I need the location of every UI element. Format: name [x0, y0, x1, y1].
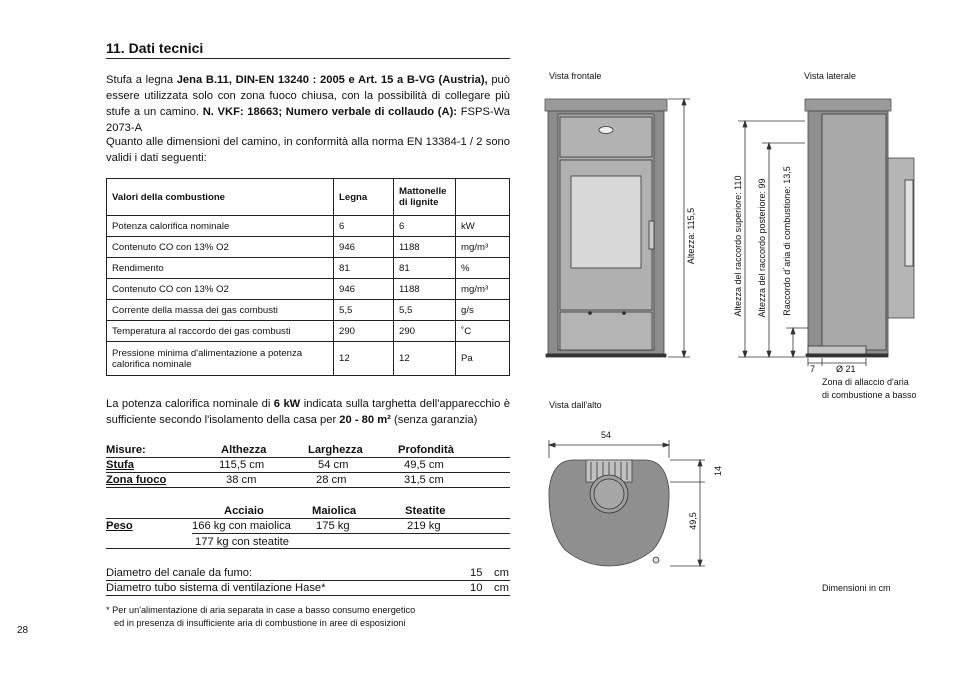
section-title: 11. Dati tecnici [106, 40, 204, 56]
weight-value: 175 kg [316, 520, 350, 532]
dim-54-label: 54 [601, 430, 612, 440]
table-header-cell: Valori della combustione [107, 179, 334, 216]
rear-connection-label: Altezza del raccordo posteriore: 99 [757, 178, 767, 318]
table-cell: ˚C [456, 321, 510, 342]
side-view-title: Vista laterale [804, 71, 856, 81]
upper-connection-label: Altezza del raccordo superiore: 110 [733, 175, 743, 317]
table-cell: 5,5 [394, 300, 456, 321]
front-view-title: Vista frontale [549, 71, 602, 81]
table-cell: 946 [334, 279, 394, 300]
table-cell: kW [456, 216, 510, 237]
diameter-label: Diametro tubo sistema di ventilazione Hase* [106, 582, 326, 594]
table-cell: Rendimento [107, 258, 334, 279]
diameter-unit: cm [494, 582, 509, 594]
table-cell: mg/m³ [456, 237, 510, 258]
units-note: Dimensioni in cm [822, 583, 891, 593]
measures-value: 54 cm [318, 459, 349, 471]
table-cell: Temperatura al raccordo dei gas combusti [107, 321, 334, 342]
measures-header-height: Althezza [221, 444, 267, 456]
table-cell: Pressione minima d'alimentazione a potenza calorifica nominale [107, 342, 334, 376]
table-cell: Contenuto CO con 13% O2 [107, 279, 334, 300]
table-cell: 12 [394, 342, 456, 376]
measures-value: 115,5 cm [219, 459, 265, 471]
measures-value: 31,5 cm [404, 474, 444, 486]
air-zone-line-2: di combustione a basso [822, 390, 917, 400]
table-cell: 6 [334, 216, 394, 237]
dim-14-label: 14 [713, 465, 723, 477]
table-cell: % [456, 258, 510, 279]
air-connection-label: Raccordo d´aria di combustione: 13,5 [782, 166, 792, 316]
weight-header-soapstone: Steatite [405, 505, 446, 517]
measures-row-label: Stufa [106, 459, 134, 471]
table-cell: g/s [456, 300, 510, 321]
power-paragraph: La potenza calorifica nominale di 6 kW indicata sulla targhetta dell'apparecchio è sufficiente secondo l'isolamento della casa per 20 - 80 m² (senza garanzia) [106, 398, 510, 426]
weight-label: Peso [106, 520, 133, 532]
weight-header-majolica: Maiolica [312, 505, 357, 517]
table-cell: mg/m³ [456, 279, 510, 300]
diameter-unit: cm [494, 567, 509, 579]
diameter-value: 15 [470, 567, 483, 579]
table-cell: 1188 [394, 237, 456, 258]
side-view-drawing [805, 99, 914, 357]
diameter-value: 10 [470, 582, 483, 594]
weight-value: 166 kg con maiolica [192, 520, 291, 532]
table-cell: Potenza calorifica nominale [107, 216, 334, 237]
measures-header-depth: Profondità [398, 444, 454, 456]
dim-7-label: 7 [810, 364, 816, 374]
table-cell: 1188 [394, 279, 456, 300]
measures-header-width: Larghezza [308, 444, 363, 456]
table-cell: 946 [334, 237, 394, 258]
page-number: 28 [17, 625, 29, 636]
footnote-line-1: * Per un'alimentazione di aria separata in case a basso consumo energetico [106, 605, 416, 615]
dim-21-label: Ø 21 [836, 364, 856, 374]
table-cell: 6 [394, 216, 456, 237]
air-zone-line-1: Zona di allaccio d'aria [822, 377, 909, 387]
front-height-label: Altezza: 115,5 [686, 207, 696, 265]
front-view-drawing [545, 99, 667, 357]
diameter-label: Diametro del canale da fumo: [106, 567, 253, 579]
table-cell: Contenuto CO con 13% O2 [107, 237, 334, 258]
footnote-line-2: ed in presenza di insufficiente aria di combustione in aree di esposizioni [114, 618, 406, 628]
weight-extra: 177 kg con steatite [195, 536, 289, 548]
table-cell: 12 [334, 342, 394, 376]
table-cell: 81 [394, 258, 456, 279]
table-header-cell: Mattonelle di lignite [394, 179, 456, 216]
table-cell: Corrente della massa dei gas combusti [107, 300, 334, 321]
table-cell: 81 [334, 258, 394, 279]
measures-row-label: Zona fuoco [106, 474, 167, 486]
measures-value: 38 cm [226, 474, 257, 486]
top-view-title: Vista dall'alto [549, 400, 602, 410]
table-cell: 290 [334, 321, 394, 342]
chimney-paragraph: Quanto alle dimensioni del camino, in conformità alla norma EN 13384-1 / 2 sono validi i dati seguenti: [106, 136, 510, 164]
weight-header-steel: Acciaio [224, 505, 264, 517]
table-cell: 5,5 [334, 300, 394, 321]
table-header-cell: Legna [334, 179, 394, 216]
measures-value: 28 cm [316, 474, 347, 486]
measures-value: 49,5 cm [404, 459, 444, 471]
weight-value: 219 kg [407, 520, 441, 532]
table-cell: Pa [456, 342, 510, 376]
table-cell: 290 [394, 321, 456, 342]
top-view-drawing [549, 460, 669, 566]
dim-495-label: 49,5 [688, 512, 698, 530]
measures-label: Misure: [106, 444, 146, 456]
intro-paragraph: Stufa a legna Jena B.11, DIN-EN 13240 : 2005 e Art. 15 a B-VG (Austria), può essere utilizzata solo con zona fuoco chiusa, con la possibilità di collegare più stufe a un camino. N. VKF: 18663; Numero verbale di collaudo (A): FSPS-Wa 2073-A [106, 74, 511, 134]
